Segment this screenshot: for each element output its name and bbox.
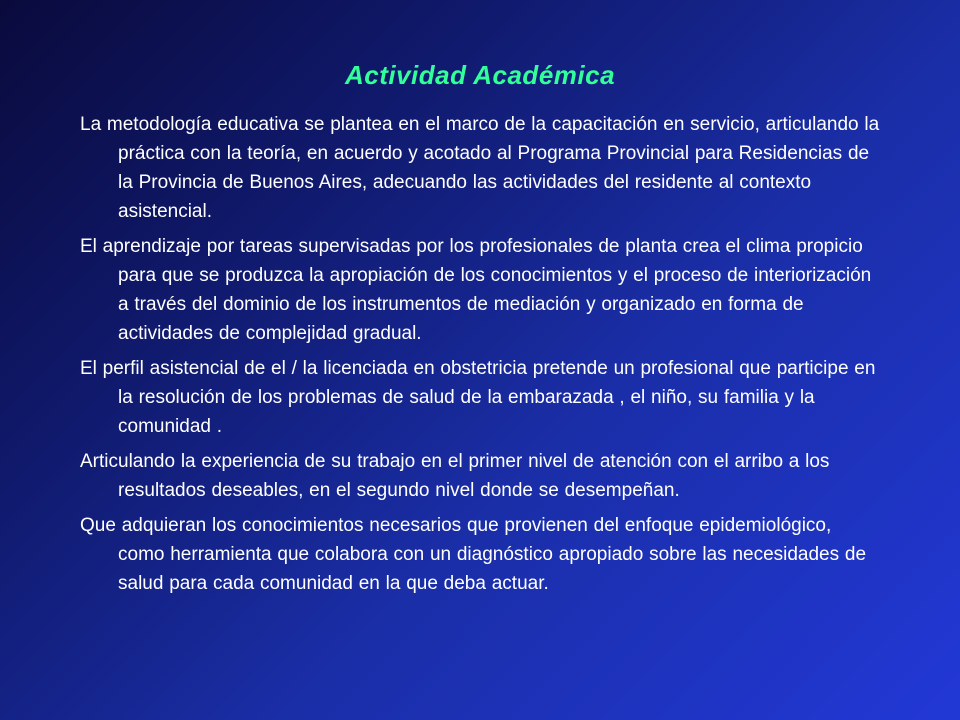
slide-body [80,110,880,604]
paragraph-1: La metodología educativa se plantea en el marco de la capacitación en servicio, articulando la práctica con la teoría, en acuerdo y acotado al Programa Provincial para Residencias de la Provincia de Buenos Aires, adecuando las actividades del residente al contexto asistencial. [80,114,880,222]
paragraph-3: El perfil asistencial de el / la licenciada en obstetricia pretende un profesional que participe en la resolución de los problemas de salud de la embarazada , el niño, su familia y la comunidad . [80,358,876,437]
paragraph-2: El aprendizaje por tareas supervisadas por los profesionales de planta crea el clima propicio para que se produzca la apropiación de los conocimientos y el proceso de interiorización a través del dominio de los instrumentos de mediación y organizado en forma de actividades de complejidad gradual. [80,236,872,344]
paragraph-4: Articulando la experiencia de su trabajo en el primer nivel de atención con el arribo a los resultados deseables, en el segundo nivel donde se desempeñan. [80,451,830,501]
slide-title: Actividad Académica [344,60,616,90]
paragraph-5: Que adquieran los conocimientos necesarios que provienen del enfoque epidemiológico, como herramienta que colabora con un diagnóstico apropiado sobre las necesidades de salud para cada comunidad en la que deba actuar. [80,515,867,594]
